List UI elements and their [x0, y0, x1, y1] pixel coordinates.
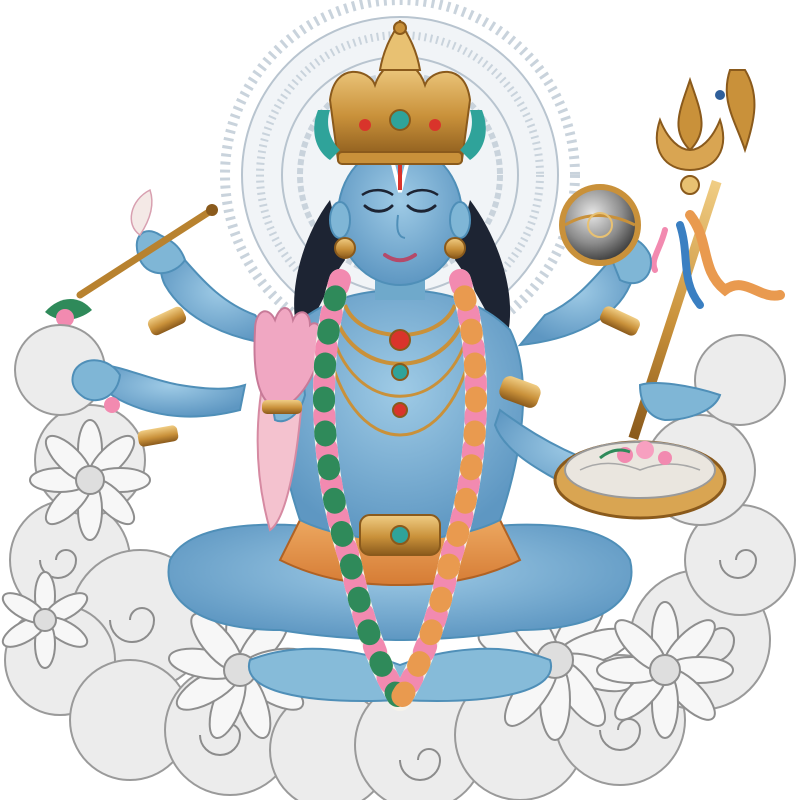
belt-ornament [360, 515, 440, 555]
lotus-flower [597, 602, 733, 738]
ornate-globe [562, 187, 638, 263]
golden-bowl-with-flowers [555, 441, 725, 518]
lotus-flower [30, 420, 150, 540]
